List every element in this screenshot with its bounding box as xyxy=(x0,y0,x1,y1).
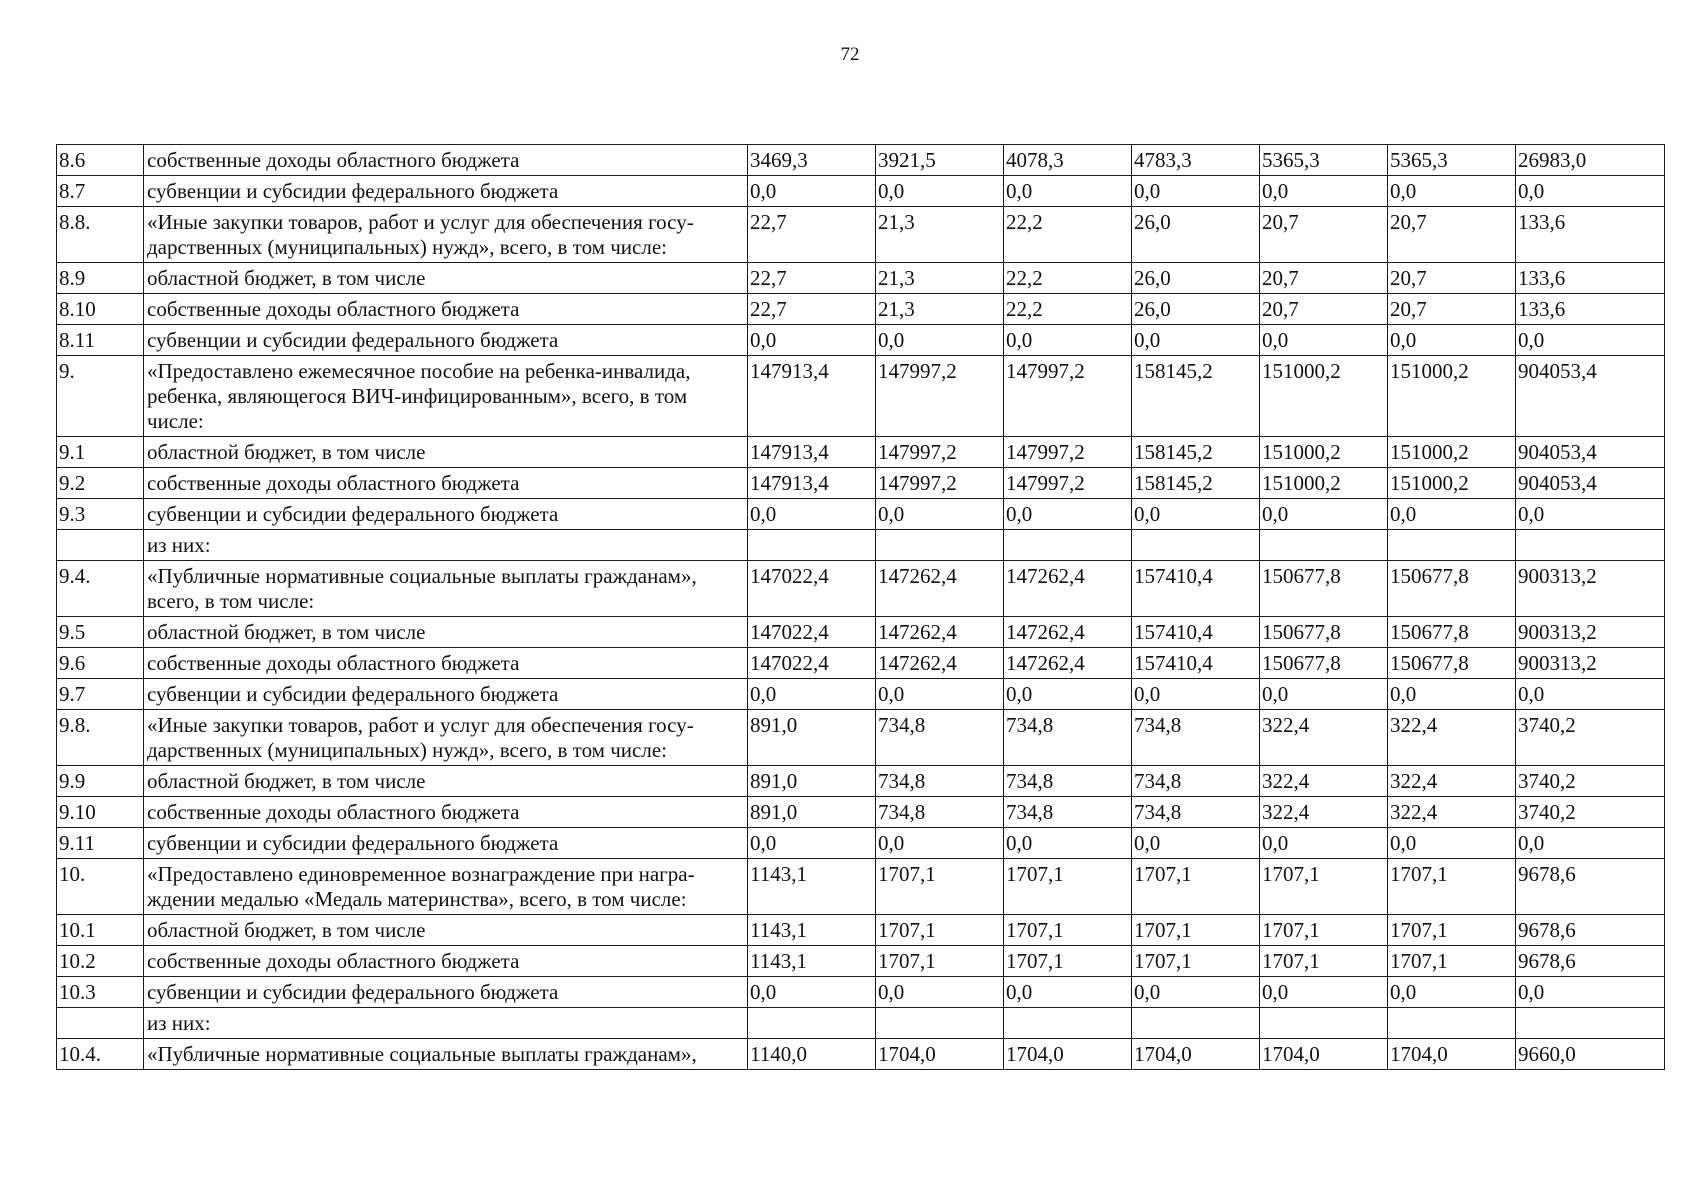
value-cell: 0,0 xyxy=(876,679,1004,710)
row-description-cell: «Предоставлено единовременное вознаграждение при награ-ждении медалью «Медаль материнства», всего, в том числе: xyxy=(144,859,748,915)
row-code-cell: 9.6 xyxy=(57,648,144,679)
value-cell: 734,8 xyxy=(1132,766,1260,797)
value-cell: 734,8 xyxy=(876,710,1004,766)
value-cell: 22,7 xyxy=(748,263,876,294)
value-cell: 0,0 xyxy=(1260,176,1388,207)
value-cell: 1707,1 xyxy=(1132,915,1260,946)
value-cell: 0,0 xyxy=(748,977,876,1008)
value-cell: 0,0 xyxy=(1132,679,1260,710)
table-row xyxy=(57,499,1665,530)
value-cell: 0,0 xyxy=(1516,828,1665,859)
value-cell: 0,0 xyxy=(1004,325,1132,356)
value-cell: 0,0 xyxy=(1260,325,1388,356)
value-cell xyxy=(1004,530,1132,561)
table-row xyxy=(57,325,1665,356)
row-description-cell: субвенции и субсидии федерального бюджета xyxy=(144,977,748,1008)
row-code-cell: 9.3 xyxy=(57,499,144,530)
value-cell: 147997,2 xyxy=(876,437,1004,468)
table-row xyxy=(57,468,1665,499)
value-cell: 0,0 xyxy=(748,679,876,710)
value-cell: 1704,0 xyxy=(1388,1039,1516,1070)
value-cell: 147262,4 xyxy=(876,648,1004,679)
row-description-cell: собственные доходы областного бюджета xyxy=(144,294,748,325)
value-cell xyxy=(876,1008,1004,1039)
value-cell: 3740,2 xyxy=(1516,710,1665,766)
value-cell: 904053,4 xyxy=(1516,468,1665,499)
value-cell: 1707,1 xyxy=(876,915,1004,946)
value-cell: 1143,1 xyxy=(748,915,876,946)
row-code-cell: 9.10 xyxy=(57,797,144,828)
value-cell: 22,2 xyxy=(1004,263,1132,294)
value-cell: 734,8 xyxy=(1004,797,1132,828)
table-row xyxy=(57,797,1665,828)
value-cell: 1704,0 xyxy=(1260,1039,1388,1070)
value-cell: 1707,1 xyxy=(1388,859,1516,915)
row-description-cell: областной бюджет, в том числе xyxy=(144,437,748,468)
row-description-cell: субвенции и субсидии федерального бюджета xyxy=(144,499,748,530)
table-row xyxy=(57,648,1665,679)
value-cell: 0,0 xyxy=(748,499,876,530)
value-cell: 0,0 xyxy=(876,977,1004,1008)
row-code-cell: 9.9 xyxy=(57,766,144,797)
value-cell: 147262,4 xyxy=(876,617,1004,648)
table-body xyxy=(57,145,1665,1070)
value-cell: 1707,1 xyxy=(1004,859,1132,915)
value-cell: 322,4 xyxy=(1388,797,1516,828)
value-cell: 1704,0 xyxy=(1004,1039,1132,1070)
value-cell: 1707,1 xyxy=(1260,946,1388,977)
row-code-cell: 9.8. xyxy=(57,710,144,766)
value-cell: 147022,4 xyxy=(748,561,876,617)
row-code-cell: 10.3 xyxy=(57,977,144,1008)
value-cell: 0,0 xyxy=(1004,828,1132,859)
row-code-cell: 9. xyxy=(57,356,144,437)
value-cell: 147913,4 xyxy=(748,356,876,437)
table-row xyxy=(57,617,1665,648)
value-cell: 22,2 xyxy=(1004,207,1132,263)
value-cell: 0,0 xyxy=(1388,977,1516,1008)
value-cell: 157410,4 xyxy=(1132,648,1260,679)
value-cell: 147997,2 xyxy=(876,356,1004,437)
value-cell: 21,3 xyxy=(876,207,1004,263)
value-cell: 147913,4 xyxy=(748,437,876,468)
table-row xyxy=(57,207,1665,263)
value-cell: 891,0 xyxy=(748,766,876,797)
value-cell: 26,0 xyxy=(1132,207,1260,263)
row-code-cell xyxy=(57,530,144,561)
value-cell: 147262,4 xyxy=(1004,617,1132,648)
value-cell: 0,0 xyxy=(1388,499,1516,530)
value-cell: 21,3 xyxy=(876,263,1004,294)
value-cell: 150677,8 xyxy=(1388,617,1516,648)
table-row xyxy=(57,437,1665,468)
value-cell: 322,4 xyxy=(1388,766,1516,797)
value-cell: 1143,1 xyxy=(748,859,876,915)
value-cell: 133,6 xyxy=(1516,263,1665,294)
value-cell: 158145,2 xyxy=(1132,437,1260,468)
value-cell: 0,0 xyxy=(748,176,876,207)
value-cell: 20,7 xyxy=(1388,294,1516,325)
value-cell: 9678,6 xyxy=(1516,859,1665,915)
value-cell: 20,7 xyxy=(1260,207,1388,263)
value-cell xyxy=(748,530,876,561)
row-description-cell: субвенции и субсидии федерального бюджета xyxy=(144,679,748,710)
value-cell: 20,7 xyxy=(1388,207,1516,263)
value-cell: 133,6 xyxy=(1516,294,1665,325)
value-cell: 151000,2 xyxy=(1388,437,1516,468)
table-row xyxy=(57,766,1665,797)
value-cell: 1707,1 xyxy=(1260,859,1388,915)
value-cell: 150677,8 xyxy=(1260,617,1388,648)
value-cell: 147262,4 xyxy=(1004,561,1132,617)
row-description-cell: из них: xyxy=(144,530,748,561)
value-cell: 26,0 xyxy=(1132,294,1260,325)
value-cell: 3921,5 xyxy=(876,145,1004,176)
value-cell: 0,0 xyxy=(1132,828,1260,859)
value-cell: 147022,4 xyxy=(748,648,876,679)
table-row xyxy=(57,356,1665,437)
value-cell: 0,0 xyxy=(1260,977,1388,1008)
table-row xyxy=(57,561,1665,617)
row-code-cell: 10.1 xyxy=(57,915,144,946)
value-cell: 0,0 xyxy=(1132,176,1260,207)
value-cell: 147913,4 xyxy=(748,468,876,499)
value-cell: 20,7 xyxy=(1388,263,1516,294)
row-code-cell: 8.11 xyxy=(57,325,144,356)
value-cell: 5365,3 xyxy=(1260,145,1388,176)
value-cell: 20,7 xyxy=(1260,263,1388,294)
row-code-cell: 8.7 xyxy=(57,176,144,207)
value-cell: 1707,1 xyxy=(1388,946,1516,977)
value-cell: 0,0 xyxy=(748,325,876,356)
value-cell: 22,7 xyxy=(748,294,876,325)
value-cell xyxy=(1388,530,1516,561)
value-cell: 21,3 xyxy=(876,294,1004,325)
value-cell: 147262,4 xyxy=(876,561,1004,617)
value-cell: 1143,1 xyxy=(748,946,876,977)
row-description-cell: «Публичные нормативные социальные выплаты гражданам», xyxy=(144,1039,748,1070)
value-cell xyxy=(1388,1008,1516,1039)
row-code-cell: 8.10 xyxy=(57,294,144,325)
row-description-cell: «Предоставлено ежемесячное пособие на ребенка-инвалида, ребенка, являющегося ВИЧ-инфицированным», всего, в том числе: xyxy=(144,356,748,437)
value-cell: 151000,2 xyxy=(1260,468,1388,499)
value-cell: 0,0 xyxy=(1516,325,1665,356)
table-row xyxy=(57,946,1665,977)
value-cell xyxy=(1516,530,1665,561)
value-cell: 322,4 xyxy=(1260,766,1388,797)
value-cell: 22,7 xyxy=(748,207,876,263)
row-description-cell: субвенции и субсидии федерального бюджета xyxy=(144,828,748,859)
value-cell: 0,0 xyxy=(1004,679,1132,710)
value-cell: 0,0 xyxy=(748,828,876,859)
value-cell: 0,0 xyxy=(1260,679,1388,710)
value-cell: 0,0 xyxy=(1388,679,1516,710)
row-code-cell xyxy=(57,1008,144,1039)
value-cell: 157410,4 xyxy=(1132,617,1260,648)
table-row xyxy=(57,263,1665,294)
value-cell: 150677,8 xyxy=(1388,648,1516,679)
value-cell: 734,8 xyxy=(876,766,1004,797)
row-description-cell: субвенции и субсидии федерального бюджета xyxy=(144,176,748,207)
row-description-cell: областной бюджет, в том числе xyxy=(144,766,748,797)
value-cell: 0,0 xyxy=(876,325,1004,356)
value-cell: 904053,4 xyxy=(1516,437,1665,468)
value-cell: 0,0 xyxy=(1516,977,1665,1008)
value-cell: 1707,1 xyxy=(1004,915,1132,946)
value-cell: 900313,2 xyxy=(1516,617,1665,648)
value-cell: 1704,0 xyxy=(876,1039,1004,1070)
value-cell: 1707,1 xyxy=(876,946,1004,977)
value-cell: 3469,3 xyxy=(748,145,876,176)
row-description-cell: областной бюджет, в том числе xyxy=(144,263,748,294)
value-cell: 151000,2 xyxy=(1388,468,1516,499)
value-cell: 0,0 xyxy=(1004,499,1132,530)
value-cell: 147262,4 xyxy=(1004,648,1132,679)
value-cell: 1707,1 xyxy=(1132,859,1260,915)
value-cell: 0,0 xyxy=(1388,828,1516,859)
row-code-cell: 9.2 xyxy=(57,468,144,499)
value-cell: 900313,2 xyxy=(1516,561,1665,617)
value-cell: 322,4 xyxy=(1260,797,1388,828)
value-cell: 734,8 xyxy=(876,797,1004,828)
value-cell: 0,0 xyxy=(1388,325,1516,356)
value-cell: 0,0 xyxy=(1516,499,1665,530)
row-description-cell: собственные доходы областного бюджета xyxy=(144,468,748,499)
value-cell: 9678,6 xyxy=(1516,915,1665,946)
value-cell: 0,0 xyxy=(1516,679,1665,710)
row-description-cell: собственные доходы областного бюджета xyxy=(144,946,748,977)
value-cell: 22,2 xyxy=(1004,294,1132,325)
value-cell: 150677,8 xyxy=(1260,648,1388,679)
value-cell: 133,6 xyxy=(1516,207,1665,263)
row-description-cell: областной бюджет, в том числе xyxy=(144,617,748,648)
value-cell: 0,0 xyxy=(1132,325,1260,356)
value-cell xyxy=(1132,530,1260,561)
row-description-cell: «Иные закупки товаров, работ и услуг для обеспечения госу-дарственных (муниципальных) нужд», всего, в том числе: xyxy=(144,207,748,263)
value-cell: 1707,1 xyxy=(1004,946,1132,977)
value-cell: 0,0 xyxy=(1004,176,1132,207)
row-code-cell: 10. xyxy=(57,859,144,915)
value-cell: 26983,0 xyxy=(1516,145,1665,176)
value-cell: 151000,2 xyxy=(1388,356,1516,437)
row-description-cell: собственные доходы областного бюджета xyxy=(144,797,748,828)
value-cell: 20,7 xyxy=(1260,294,1388,325)
row-code-cell: 8.9 xyxy=(57,263,144,294)
value-cell: 1707,1 xyxy=(876,859,1004,915)
row-description-cell: собственные доходы областного бюджета xyxy=(144,145,748,176)
value-cell: 0,0 xyxy=(876,828,1004,859)
value-cell: 158145,2 xyxy=(1132,468,1260,499)
value-cell: 734,8 xyxy=(1004,766,1132,797)
value-cell: 0,0 xyxy=(1516,176,1665,207)
value-cell: 0,0 xyxy=(1260,499,1388,530)
value-cell: 147997,2 xyxy=(1004,468,1132,499)
value-cell: 147022,4 xyxy=(748,617,876,648)
table-row xyxy=(57,530,1665,561)
value-cell: 734,8 xyxy=(1004,710,1132,766)
value-cell: 900313,2 xyxy=(1516,648,1665,679)
row-code-cell: 8.6 xyxy=(57,145,144,176)
row-description-cell: «Публичные нормативные социальные выплаты гражданам», всего, в том числе: xyxy=(144,561,748,617)
value-cell: 322,4 xyxy=(1388,710,1516,766)
value-cell: 1707,1 xyxy=(1132,946,1260,977)
table-row xyxy=(57,679,1665,710)
row-code-cell: 9.1 xyxy=(57,437,144,468)
value-cell: 904053,4 xyxy=(1516,356,1665,437)
value-cell: 151000,2 xyxy=(1260,356,1388,437)
value-cell: 0,0 xyxy=(1132,499,1260,530)
value-cell xyxy=(876,530,1004,561)
value-cell: 1140,0 xyxy=(748,1039,876,1070)
value-cell xyxy=(1132,1008,1260,1039)
value-cell: 3740,2 xyxy=(1516,766,1665,797)
table-row xyxy=(57,977,1665,1008)
row-code-cell: 9.7 xyxy=(57,679,144,710)
value-cell: 147997,2 xyxy=(1004,437,1132,468)
table-row xyxy=(57,176,1665,207)
value-cell: 0,0 xyxy=(876,499,1004,530)
row-description-cell: областной бюджет, в том числе xyxy=(144,915,748,946)
value-cell: 1704,0 xyxy=(1132,1039,1260,1070)
value-cell: 4783,3 xyxy=(1132,145,1260,176)
value-cell: 150677,8 xyxy=(1260,561,1388,617)
value-cell: 0,0 xyxy=(876,176,1004,207)
value-cell xyxy=(1004,1008,1132,1039)
value-cell: 0,0 xyxy=(1260,828,1388,859)
value-cell: 891,0 xyxy=(748,797,876,828)
table-row xyxy=(57,859,1665,915)
value-cell: 3740,2 xyxy=(1516,797,1665,828)
value-cell xyxy=(1260,1008,1388,1039)
value-cell: 891,0 xyxy=(748,710,876,766)
row-code-cell: 9.5 xyxy=(57,617,144,648)
row-code-cell: 9.11 xyxy=(57,828,144,859)
row-description-cell: из них: xyxy=(144,1008,748,1039)
value-cell: 150677,8 xyxy=(1388,561,1516,617)
value-cell xyxy=(1516,1008,1665,1039)
value-cell xyxy=(748,1008,876,1039)
row-description-cell: «Иные закупки товаров, работ и услуг для обеспечения госу-дарственных (муниципальных) нужд», всего, в том числе: xyxy=(144,710,748,766)
value-cell xyxy=(1260,530,1388,561)
value-cell: 157410,4 xyxy=(1132,561,1260,617)
value-cell: 1707,1 xyxy=(1388,915,1516,946)
value-cell: 322,4 xyxy=(1260,710,1388,766)
row-code-cell: 10.4. xyxy=(57,1039,144,1070)
value-cell: 4078,3 xyxy=(1004,145,1132,176)
value-cell: 9660,0 xyxy=(1516,1039,1665,1070)
table-row xyxy=(57,828,1665,859)
table-row xyxy=(57,145,1665,176)
value-cell: 0,0 xyxy=(1004,977,1132,1008)
row-description-cell: собственные доходы областного бюджета xyxy=(144,648,748,679)
value-cell: 151000,2 xyxy=(1260,437,1388,468)
table-row xyxy=(57,915,1665,946)
value-cell: 9678,6 xyxy=(1516,946,1665,977)
row-code-cell: 8.8. xyxy=(57,207,144,263)
table-row xyxy=(57,1008,1665,1039)
table-row xyxy=(57,1039,1665,1070)
value-cell: 734,8 xyxy=(1132,710,1260,766)
budget-table xyxy=(56,144,1665,1070)
value-cell: 5365,3 xyxy=(1388,145,1516,176)
value-cell: 734,8 xyxy=(1132,797,1260,828)
table-row xyxy=(57,294,1665,325)
page-number: 72 xyxy=(840,44,860,65)
value-cell: 0,0 xyxy=(1132,977,1260,1008)
value-cell: 147997,2 xyxy=(876,468,1004,499)
value-cell: 1707,1 xyxy=(1260,915,1388,946)
value-cell: 158145,2 xyxy=(1132,356,1260,437)
value-cell: 147997,2 xyxy=(1004,356,1132,437)
table-row xyxy=(57,710,1665,766)
value-cell: 0,0 xyxy=(1388,176,1516,207)
value-cell: 26,0 xyxy=(1132,263,1260,294)
row-code-cell: 9.4. xyxy=(57,561,144,617)
row-description-cell: субвенции и субсидии федерального бюджета xyxy=(144,325,748,356)
row-code-cell: 10.2 xyxy=(57,946,144,977)
